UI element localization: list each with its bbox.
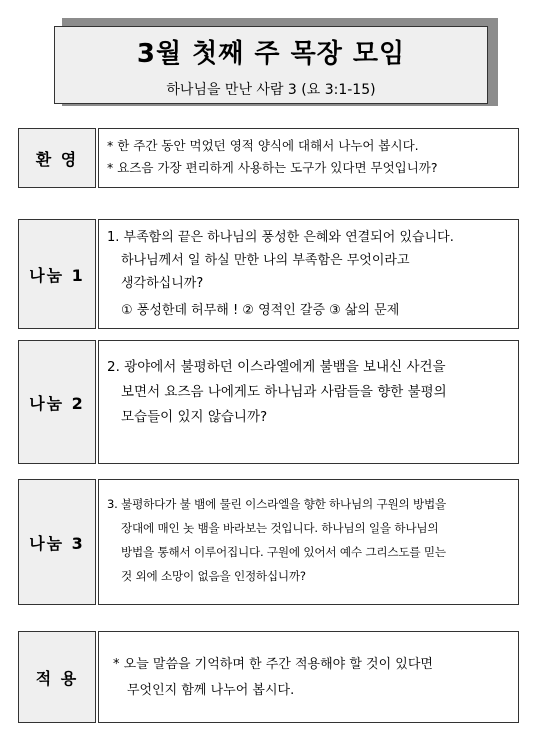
section-label: 나눔 1	[18, 219, 96, 329]
share2-line-3: 모습들이 있지 않습니까?	[121, 409, 268, 425]
section-label: 환 영	[18, 128, 96, 188]
share1-line-3: 생각하십니까?	[121, 276, 204, 291]
share3-line-2: 장대에 매인 놋 뱀을 바라보는 것입니다. 하나님의 일을 하나님의	[121, 521, 439, 535]
welcome-line-2: * 요즈음 가장 편리하게 사용하는 도구가 있다면 무엇입니까?	[107, 160, 438, 175]
share2-line-1: 2. 광야에서 불평하던 이스라엘에게 불뱀을 보내신 사건을	[107, 359, 446, 375]
section-label: 나눔 3	[18, 479, 96, 605]
header-box	[54, 26, 488, 104]
section-share-2	[18, 340, 519, 464]
section-welcome	[18, 128, 519, 188]
apply-line-2: 무엇인지 함께 나누어 봅시다.	[127, 683, 295, 698]
section-content	[98, 631, 519, 723]
apply-line-1: * 오늘 말씀을 기억하며 한 주간 적용해야 할 것이 있다면	[113, 657, 433, 672]
section-content	[98, 479, 519, 605]
section-share-1	[18, 219, 519, 329]
section-label: 적 용	[18, 631, 96, 723]
section-share-3	[18, 479, 519, 605]
share1-line-1: 1. 부족함의 끝은 하나님의 풍성한 은혜와 연결되어 있습니다.	[107, 230, 454, 245]
share1-line-2: 하나님께서 일 하실 만한 나의 부족함은 무엇이라고	[121, 253, 410, 268]
share2-line-2: 보면서 요즈음 나에게도 하나님과 사람들을 향한 불평의	[121, 384, 447, 400]
page-title: 3월 첫째 주 목장 모임	[136, 39, 406, 69]
section-label: 나눔 2	[18, 340, 96, 464]
page-subtitle: 하나님을 만난 사람 3 (요 3:1-15)	[166, 82, 376, 98]
share3-line-4: 것 외에 소망이 없음을 인정하십니까?	[121, 569, 306, 583]
share3-line-3: 방법을 통해서 이루어집니다. 구원에 있어서 예수 그리스도를 믿는	[121, 545, 446, 559]
section-apply	[18, 631, 519, 723]
section-content	[98, 219, 519, 329]
section-content	[98, 128, 519, 188]
share3-line-1: 3. 불평하다가 불 뱀에 물린 이스라엘을 향한 하나님의 구원의 방법을	[107, 497, 447, 511]
share1-options: ① 풍성한데 허무해 ! ② 영적인 갈증 ③ 삶의 문제	[121, 303, 400, 318]
section-content	[98, 340, 519, 464]
welcome-line-1: * 한 주간 동안 먹었던 영적 양식에 대해서 나누어 봅시다.	[107, 138, 419, 153]
